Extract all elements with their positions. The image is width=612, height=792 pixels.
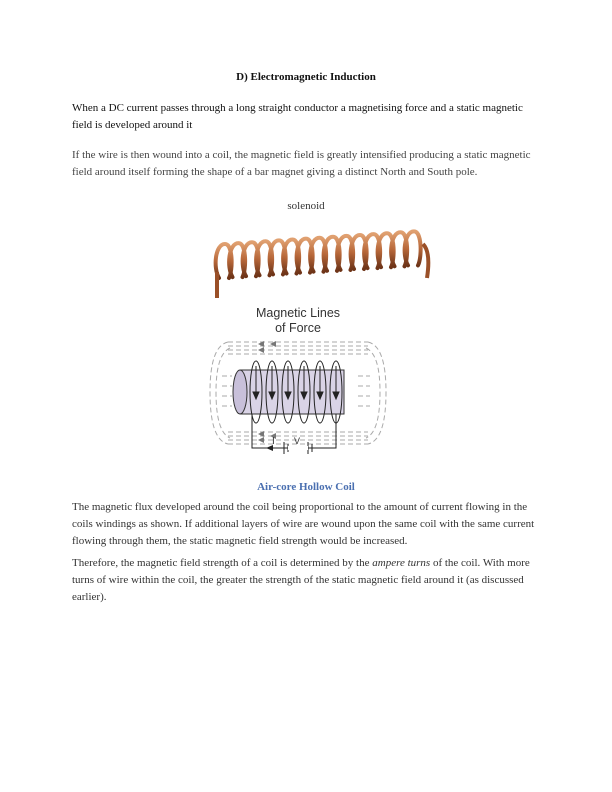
text: of the coil. With more turns of wire within the coil, the greater the strength of the static magnetic field around it (as discussed earlier).: [72, 557, 530, 603]
voltage-label: V: [294, 436, 301, 446]
lines-of-force-label-2: of Force: [275, 321, 321, 335]
current-label: I: [272, 436, 275, 447]
emphasis-ampere-turns: ampere turns: [372, 557, 431, 569]
text: Therefore, the magnetic field strength of a coil is determined by the: [72, 557, 373, 569]
lines-of-force-label-1: Magnetic Lines: [255, 306, 341, 320]
paragraph-dc-current: When a DC current passes through a long straight conductor a magnetising force and a static magnetic field is developed around it: [72, 102, 523, 131]
section-heading: D) Electromagnetic Induction: [236, 71, 376, 83]
solenoid-caption: solenoid: [287, 200, 325, 212]
air-core-coil-diagram: [208, 336, 388, 458]
paragraph-ampere-turns: [72, 555, 544, 605]
paragraph-magnetic-flux: The magnetic flux developed around the coil being proportional to the amount of current flowing in the coils windings as shown. If additional layers of wire are wound upon the same coil with the same current flowing through them, the static magnetic field strength would be increased.: [72, 501, 535, 547]
figure-caption: Air-core Hollow Coil: [257, 481, 355, 493]
paragraph-coil: If the wire is then wound into a coil, the magnetic field is greatly intensified producing a static magnetic field around itself forming the shape of a bar magnet giving a distinct North and South pole.: [72, 149, 531, 178]
solenoid-coil-image: [205, 222, 435, 304]
